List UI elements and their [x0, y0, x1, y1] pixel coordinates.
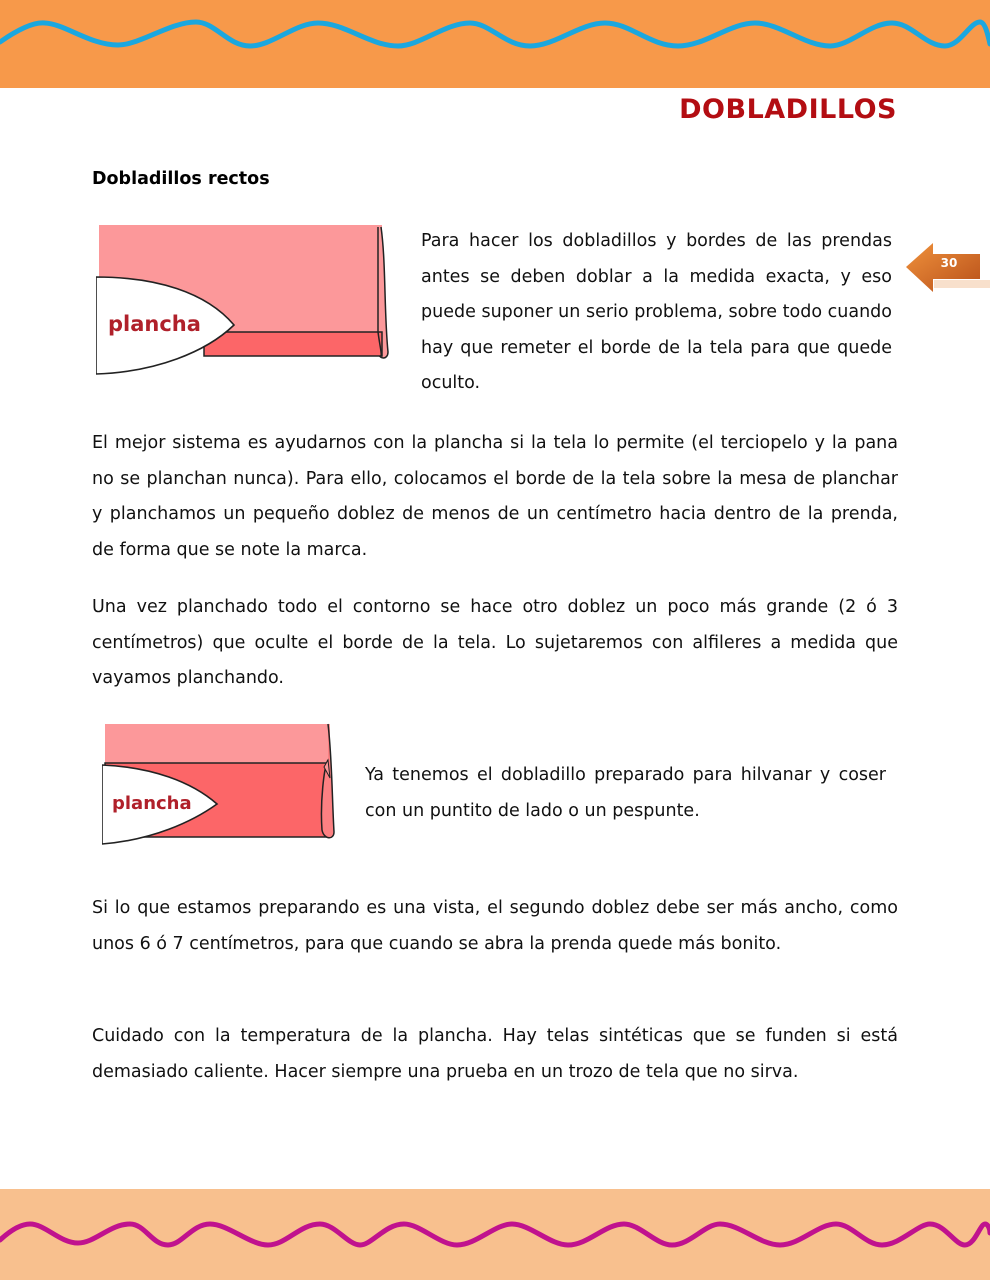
wave-decoration — [0, 0, 990, 88]
page-title: DOBLADILLOS — [679, 94, 897, 125]
figure-label: plancha — [108, 312, 201, 336]
figure-double-fold-hem — [102, 722, 352, 862]
paragraph-facing: Si lo que estamos preparando es una vista, el segundo doblez debe ser más ancho, como unos 6 ó 7 centímetros, para que cuando se abra la prenda quede más bonito. — [92, 898, 898, 954]
iron-hem-illustration — [96, 222, 406, 397]
figure-single-fold-hem — [96, 222, 406, 397]
paragraph-temperature: Cuidado con la temperatura de la plancha. Hay telas sintéticas que se funden si está demasiado caliente. Hacer siempre una prueba en un trozo de tela que no sirva. — [92, 1026, 898, 1082]
paragraph-ready: Ya tenemos el dobladillo preparado para hilvanar y coser con un puntito de lado o un pespunte. — [365, 765, 886, 821]
header-band — [0, 0, 990, 88]
section-heading: Dobladillos rectos — [92, 169, 270, 189]
paragraph-second-fold: Una vez planchado todo el contorno se hace otro doblez un poco más grande (2 ó 3 centímetros) que oculte el borde de la tela. Lo sujetaremos con alfileres a medida que vayamos planchando. — [92, 597, 898, 688]
paragraph-intro: Para hacer los dobladillos y bordes de las prendas antes se deben doblar a la medida exacta, y eso puede suponer un serio problema, sobre todo cuando hay que remeter el borde de la tela para que quede oculto. — [421, 231, 892, 393]
page-number: 30 — [940, 256, 958, 270]
figure-label: plancha — [112, 793, 192, 814]
iron-double-hem-illustration — [102, 722, 352, 862]
wave-decoration — [0, 1189, 990, 1280]
footer-band — [0, 1189, 990, 1280]
paragraph-method: El mejor sistema es ayudarnos con la plancha si la tela lo permite (el terciopelo y la pana no se planchan nunca). Para ello, colocamos el borde de la tela sobre la mesa de planchar y planchamos un pequeño doblez de menos de un centímetro hacia dentro de la prenda, de forma que se note la marca. — [92, 433, 898, 560]
page-number-badge — [906, 243, 990, 293]
